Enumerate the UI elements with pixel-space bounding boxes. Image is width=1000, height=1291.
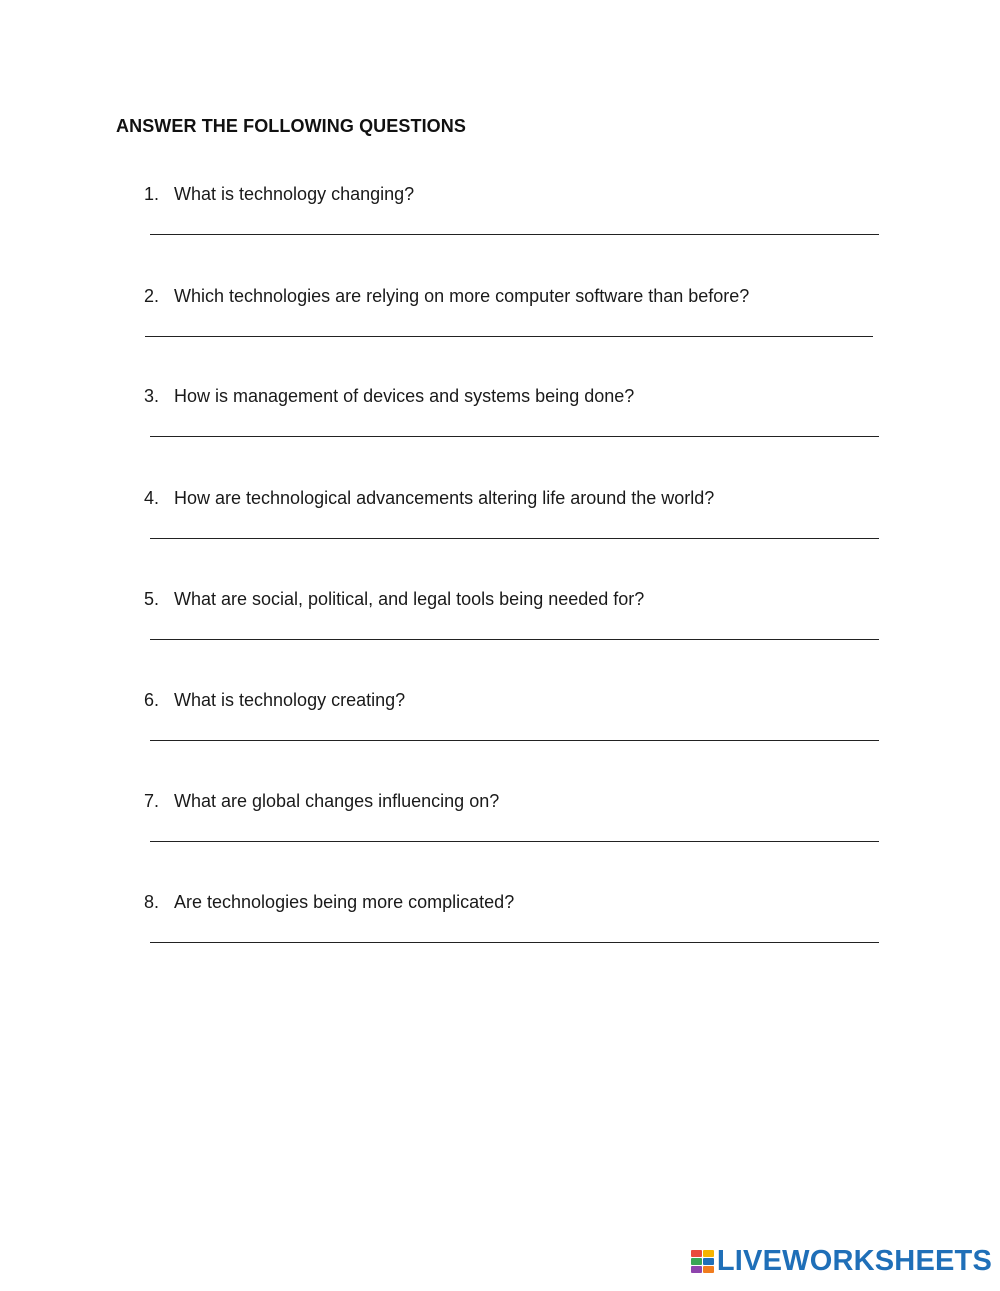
question-4 <box>0 488 1000 568</box>
answer-line[interactable] <box>150 538 879 539</box>
answer-line[interactable] <box>150 639 879 640</box>
worksheet-title: ANSWER THE FOLLOWING QUESTIONS <box>116 116 466 136</box>
question-6 <box>0 690 1000 770</box>
question-5 <box>0 589 1000 669</box>
answer-line[interactable] <box>145 336 873 337</box>
question-number: 3. <box>144 386 160 406</box>
question-7 <box>0 791 1000 871</box>
question-8 <box>0 892 1000 972</box>
answer-line[interactable] <box>150 841 879 842</box>
badge-cell <box>703 1266 714 1273</box>
badge-cell <box>691 1266 702 1273</box>
question-number: 2. <box>144 286 160 306</box>
question-text: Which technologies are relying on more computer software than before? <box>174 286 750 306</box>
question-text: What is technology creating? <box>174 690 406 710</box>
question-text: Are technologies being more complicated? <box>174 892 515 912</box>
question-text: How are technological advancements altering life around the world? <box>174 488 715 508</box>
badge-cell <box>691 1250 702 1257</box>
question-number: 4. <box>144 488 160 508</box>
answer-line[interactable] <box>150 740 879 741</box>
question-2 <box>0 286 1000 366</box>
question-text: What are global changes influencing on? <box>174 791 500 811</box>
question-text: What are social, political, and legal tools being needed for? <box>174 589 645 609</box>
answer-line[interactable] <box>150 436 879 437</box>
question-number: 6. <box>144 690 160 710</box>
logo-badge-icon <box>691 1250 714 1273</box>
question-number: 7. <box>144 791 160 811</box>
answer-line[interactable] <box>150 234 879 235</box>
question-text: What is technology changing? <box>174 184 415 204</box>
liveworksheets-logo <box>691 1245 992 1277</box>
brand-name: LIVEWORKSHEETS <box>716 1244 992 1277</box>
question-1 <box>0 184 1000 264</box>
answer-line[interactable] <box>150 942 879 943</box>
question-3 <box>0 386 1000 466</box>
question-number: 1. <box>144 184 160 204</box>
question-number: 5. <box>144 589 160 609</box>
question-number: 8. <box>144 892 160 912</box>
badge-cell <box>691 1258 702 1265</box>
badge-cell <box>703 1250 714 1257</box>
question-text: How is management of devices and systems being done? <box>174 386 635 406</box>
badge-cell <box>703 1258 714 1265</box>
